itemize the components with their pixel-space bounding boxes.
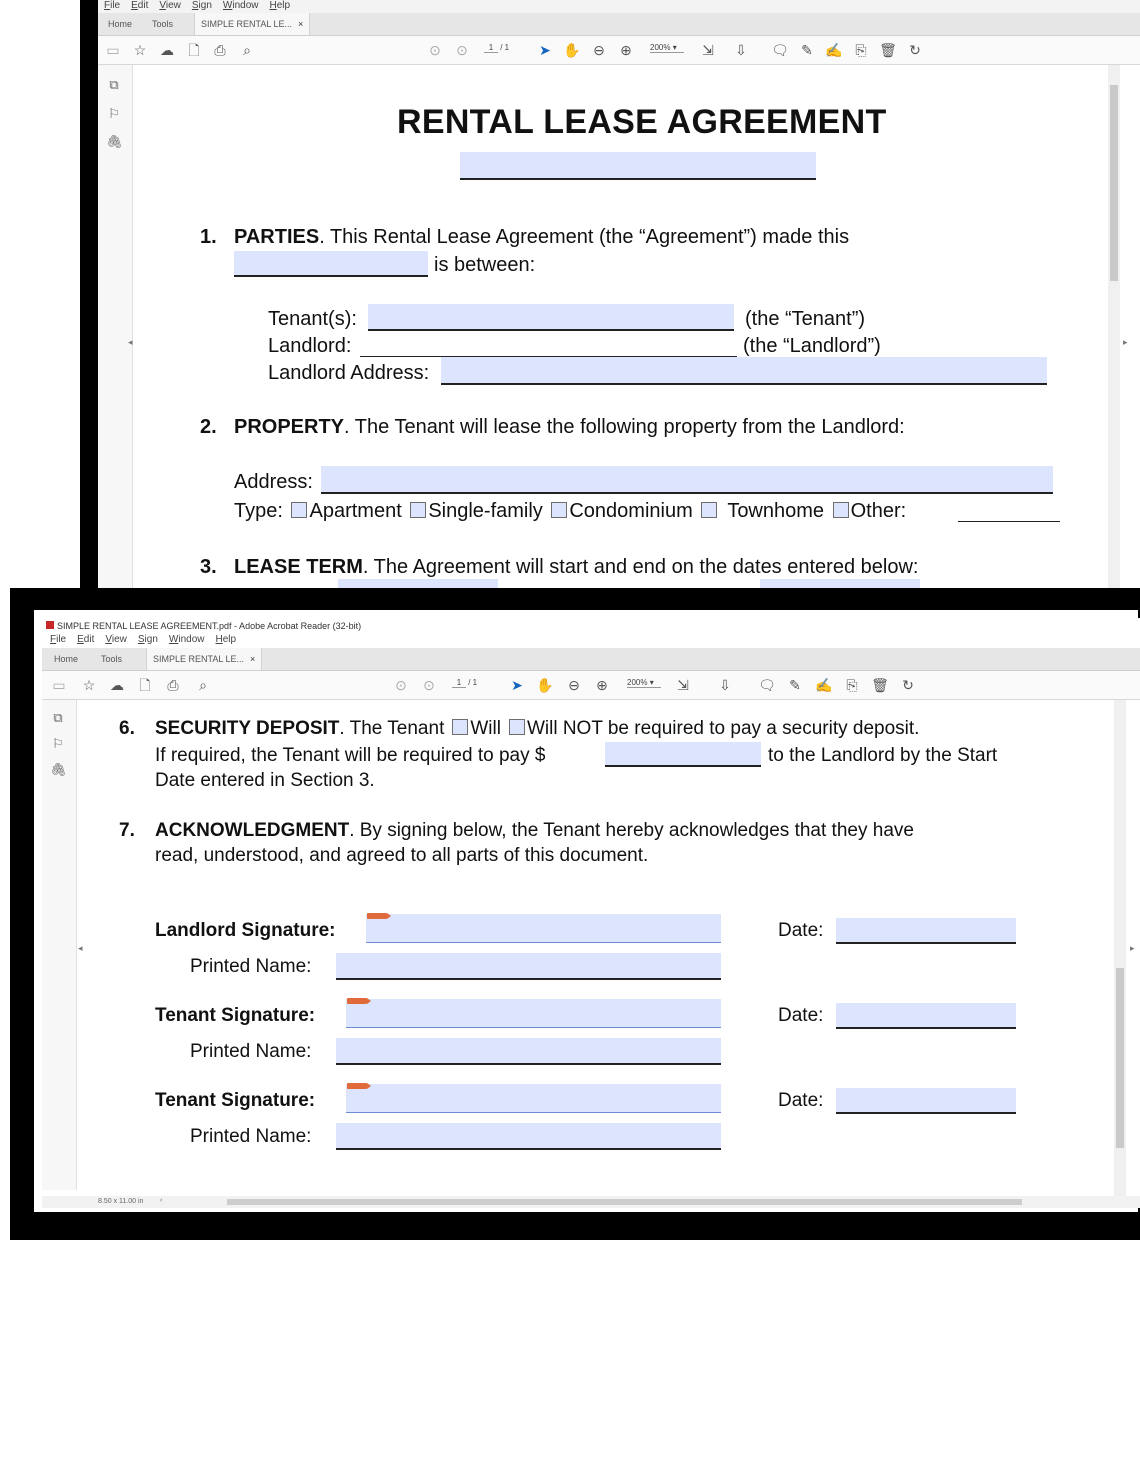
property-type-row [234, 500, 906, 523]
collapse-left-icon[interactable]: ◂ [78, 943, 83, 953]
tenant-1-signature-label: Tenant Signature: [155, 1005, 316, 1026]
section-6-line-1 [155, 718, 919, 740]
signature-flag-icon [347, 1083, 367, 1089]
tab-document[interactable] [194, 13, 310, 35]
page-number-input[interactable]: 1 [452, 678, 466, 688]
next-page-icon[interactable]: ⊙ [423, 677, 435, 693]
landlord-address-field[interactable] [441, 357, 1047, 385]
bottom-tabbar [42, 648, 1140, 671]
landlord-signature-field[interactable] [366, 914, 721, 943]
bottom-document-page [86, 700, 1114, 1196]
search-icon[interactable]: ⌕ [199, 677, 207, 693]
pdf-app-icon [46, 621, 54, 629]
star-icon[interactable]: ☆ [133, 42, 147, 58]
type-condominium: Condominium [569, 500, 693, 522]
menu-edit[interactable]: Edit [131, 0, 149, 11]
top-vertical-scrollbar[interactable] [1108, 65, 1120, 590]
bookmark-icon[interactable]: ⚐ [108, 106, 120, 121]
page-indicator[interactable] [452, 678, 477, 688]
page-size-label: 8.50 x 11.00 in [98, 1198, 144, 1205]
highlight-icon[interactable]: ✎ [801, 42, 813, 58]
tab-home[interactable]: Home [108, 19, 133, 29]
top-menubar [98, 0, 1140, 13]
prev-page-icon[interactable]: ⊙ [395, 677, 407, 693]
print-icon[interactable]: ⎙ [214, 42, 226, 58]
page-total: / 1 [468, 678, 478, 687]
search-icon[interactable]: ⌕ [243, 42, 251, 58]
collapse-right-icon[interactable]: ▸ [1130, 943, 1135, 953]
status-bar [42, 1196, 1140, 1208]
tenant-1-signature-field[interactable] [346, 999, 721, 1028]
section-2-number: 2. [200, 416, 217, 438]
tab-tools[interactable]: Tools [152, 19, 174, 29]
section-2-text: . The Tenant will lease the following property from the Landlord: [344, 416, 905, 438]
section-6-line-2a: If required, the Tenant will be required to pay $ [155, 745, 546, 766]
sign-icon[interactable]: ✍ [825, 42, 843, 58]
tenant-1-printed-name-field[interactable] [336, 1038, 721, 1065]
zoom-value: 200% [627, 678, 648, 687]
bottom-left-sidebar [42, 700, 77, 1190]
menu-window[interactable]: Window [168, 634, 205, 645]
zoom-level[interactable]: 200% ▾ [650, 43, 684, 53]
fit-page-icon[interactable]: ⇲ [677, 677, 689, 693]
landlord-printed-name-field[interactable] [336, 953, 721, 980]
save-icon[interactable]: ▭ [52, 677, 66, 693]
top-document-page [136, 65, 1108, 590]
close-tab-icon[interactable]: × [250, 654, 256, 664]
section-3-line [234, 556, 918, 579]
deposit-will-not-checkbox[interactable] [509, 719, 525, 735]
section-2-heading: PROPERTY [234, 416, 345, 438]
menu-window[interactable]: Window [222, 0, 259, 11]
zoom-in-icon[interactable]: ⊕ [596, 677, 608, 693]
townhome-checkbox[interactable] [701, 502, 717, 518]
collapse-left-icon[interactable]: ◂ [128, 337, 133, 347]
menu-file[interactable]: File [104, 0, 121, 11]
section-6-line-3: Date entered in Section 3. [155, 770, 375, 791]
tenant-2-printed-name-field[interactable] [336, 1123, 721, 1150]
deposit-amount-field[interactable] [605, 742, 761, 767]
tab-home[interactable]: Home [54, 654, 79, 664]
title-subheading-field[interactable] [460, 152, 816, 180]
select-cursor-icon[interactable]: ➤ [511, 677, 523, 693]
section-3-heading: LEASE TERM [234, 556, 363, 578]
tenant-1-date-field[interactable] [836, 1003, 1016, 1029]
other-type-line[interactable] [958, 499, 1060, 522]
tenant-2-date-field[interactable] [836, 1088, 1016, 1114]
sign-icon[interactable]: ✍ [815, 677, 833, 693]
bottom-vertical-scrollbar[interactable] [1114, 700, 1126, 1196]
bookmark-icon[interactable]: ⚐ [52, 736, 64, 751]
star-icon[interactable]: ☆ [82, 677, 96, 693]
deposit-will-checkbox[interactable] [452, 719, 468, 735]
type-other: Other: [850, 500, 907, 522]
landlord-printed-name-label: Printed Name: [190, 956, 312, 977]
tenant-1-date-label: Date: [778, 1005, 824, 1026]
landlord-address-label: Landlord Address: [268, 362, 430, 384]
tenant-2-signature-label: Tenant Signature: [155, 1090, 316, 1111]
rotate-icon[interactable]: ↻ [909, 42, 921, 58]
bottom-acrobat-window [10, 588, 1140, 1240]
document-title: RENTAL LEASE AGREEMENT [397, 103, 887, 141]
prev-page-icon[interactable]: ⊙ [429, 42, 441, 58]
section-7-heading: ACKNOWLEDGMENT [155, 820, 350, 841]
zoom-out-icon[interactable]: ⊖ [593, 42, 605, 58]
tab-document-label: SIMPLE RENTAL LE... [201, 19, 293, 29]
menu-sign[interactable]: Sign [191, 0, 212, 11]
menu-file[interactable]: File [50, 634, 67, 645]
apartment-checkbox[interactable] [291, 502, 307, 518]
tenant-1-printed-name-label: Printed Name: [190, 1041, 312, 1062]
section-7-number: 7. [119, 820, 135, 841]
condominium-checkbox[interactable] [551, 502, 567, 518]
stamp-icon[interactable]: ⎘ [855, 42, 867, 58]
tenant-2-printed-name-label: Printed Name: [190, 1126, 312, 1147]
type-townhome: Townhome [727, 500, 825, 522]
close-tab-icon[interactable]: × [298, 19, 304, 29]
section-6-heading: SECURITY DEPOSIT [155, 718, 340, 739]
section-3-number: 3. [200, 556, 217, 578]
comment-icon[interactable]: 🗨 [771, 42, 789, 58]
menu-view[interactable]: View [105, 634, 127, 645]
zoom-value: 200% [650, 43, 671, 52]
upload-icon[interactable]: ☁ [110, 677, 124, 693]
create-pdf-icon[interactable]: 🗋 [188, 42, 200, 58]
hand-tool-icon[interactable]: ✋ [536, 677, 554, 693]
select-cursor-icon[interactable]: ➤ [539, 42, 551, 58]
highlight-icon[interactable]: ✎ [789, 677, 801, 693]
section-1-line [234, 226, 849, 249]
attachment-icon[interactable]: 🖇 [50, 762, 67, 777]
print-icon[interactable]: ⎙ [167, 677, 179, 693]
type-apartment: Apartment [309, 500, 402, 522]
section-7-text: . By signing below, the Tenant hereby acknowledges that they have [349, 820, 914, 841]
section-3-text: . The Agreement will start and end on the dates entered below: [362, 556, 919, 578]
section-6-line-2b: to the Landlord by the Start [768, 745, 998, 766]
landlord-date-field[interactable] [836, 918, 1016, 944]
save-icon[interactable]: ▭ [106, 42, 120, 58]
signature-flag-icon [347, 998, 367, 1004]
delete-icon[interactable]: 🗑 [879, 42, 897, 58]
next-page-icon[interactable]: ⊙ [456, 42, 468, 58]
tenant-2-date-label: Date: [778, 1090, 824, 1111]
scroll-mode-icon[interactable]: ⇩ [735, 42, 747, 58]
landlord-label: Landlord: [268, 335, 352, 357]
rotate-icon[interactable]: ↻ [902, 677, 914, 693]
delete-icon[interactable]: 🗑 [871, 677, 889, 693]
type-single-family: Single-family [428, 500, 543, 522]
page-indicator[interactable] [484, 43, 509, 53]
landlord-signature-label: Landlord Signature: [155, 920, 336, 941]
page-number-input[interactable]: 1 [484, 43, 498, 53]
tab-tools[interactable]: Tools [101, 654, 123, 664]
single-family-checkbox[interactable] [410, 502, 426, 518]
upload-icon[interactable]: ☁ [160, 42, 174, 58]
tenant-label: Tenant(s): [268, 308, 357, 330]
section-1-number: 1. [200, 226, 217, 248]
menu-help[interactable]: Help [215, 634, 237, 645]
section-7-line-2: read, understood, and agreed to all parts of this document. [155, 845, 649, 866]
comment-icon[interactable]: 🗨 [758, 677, 776, 693]
top-scroll-thumb[interactable] [1110, 85, 1118, 281]
section-1-heading: PARTIES [234, 226, 320, 248]
page-total: / 1 [500, 43, 510, 52]
bottom-toolbar [42, 671, 1140, 700]
top-acrobat-window [80, 0, 1140, 590]
landlord-name-line[interactable] [360, 334, 737, 357]
menu-sign[interactable]: Sign [137, 634, 158, 645]
top-left-sidebar [98, 65, 133, 590]
property-address-label: Address: [234, 471, 313, 493]
tab-document-label: SIMPLE RENTAL LE... [153, 654, 245, 664]
tenant-name-field[interactable] [368, 304, 734, 331]
fit-page-icon[interactable]: ⇲ [702, 42, 714, 58]
zoom-out-icon[interactable]: ⊖ [568, 677, 580, 693]
menu-help[interactable]: Help [269, 0, 291, 11]
section-2-line [234, 416, 905, 439]
property-address-field[interactable] [321, 466, 1053, 494]
tenant-suffix: (the “Tenant”) [745, 308, 866, 330]
scroll-left-icon[interactable]: ‹ [160, 1197, 163, 1204]
type-label: Type: [234, 500, 283, 522]
stamp-icon[interactable]: ⎘ [846, 677, 858, 693]
tenant-2-signature-field[interactable] [346, 1084, 721, 1113]
menu-edit[interactable]: Edit [77, 634, 95, 645]
menu-view[interactable]: View [159, 0, 181, 11]
window-title-bar [42, 620, 1140, 632]
section-1-between: is between: [434, 254, 536, 276]
agreement-date-field[interactable] [234, 251, 428, 277]
bottom-scroll-thumb[interactable] [1116, 968, 1124, 1148]
pages-panel-icon[interactable]: ⧉ [53, 710, 63, 725]
window-title: SIMPLE RENTAL LEASE AGREEMENT.pdf - Adobe Acrobat Reader (32-bit) [57, 621, 362, 631]
other-checkbox[interactable] [833, 502, 849, 518]
signature-flag-icon [367, 913, 387, 919]
section-1-text: . This Rental Lease Agreement (the “Agreement”) made this [319, 226, 850, 248]
landlord-date-label: Date: [778, 920, 824, 941]
tab-document[interactable] [146, 648, 262, 670]
landlord-suffix: (the “Landlord”) [743, 335, 881, 357]
zoom-in-icon[interactable]: ⊕ [620, 42, 632, 58]
create-pdf-icon[interactable]: 🗋 [139, 677, 151, 693]
scroll-mode-icon[interactable]: ⇩ [719, 677, 731, 693]
top-tabbar [98, 13, 1140, 36]
section-7-line-1 [155, 820, 914, 842]
section-6-text: . The Tenant [339, 718, 445, 739]
collapse-right-icon[interactable]: ▸ [1123, 337, 1128, 347]
horizontal-scroll-thumb[interactable] [227, 1199, 1022, 1205]
top-toolbar [98, 36, 1140, 65]
zoom-level[interactable]: 200% ▾ [627, 678, 661, 688]
bottom-menubar [42, 634, 1140, 647]
option-will-not: Will NOT be required to pay a security deposit. [526, 718, 920, 739]
option-will: Will [470, 718, 501, 739]
hand-tool-icon[interactable]: ✋ [563, 42, 581, 58]
pages-panel-icon[interactable]: ⧉ [109, 77, 119, 92]
attachment-icon[interactable]: 🖇 [106, 134, 123, 149]
section-6-number: 6. [119, 718, 135, 739]
